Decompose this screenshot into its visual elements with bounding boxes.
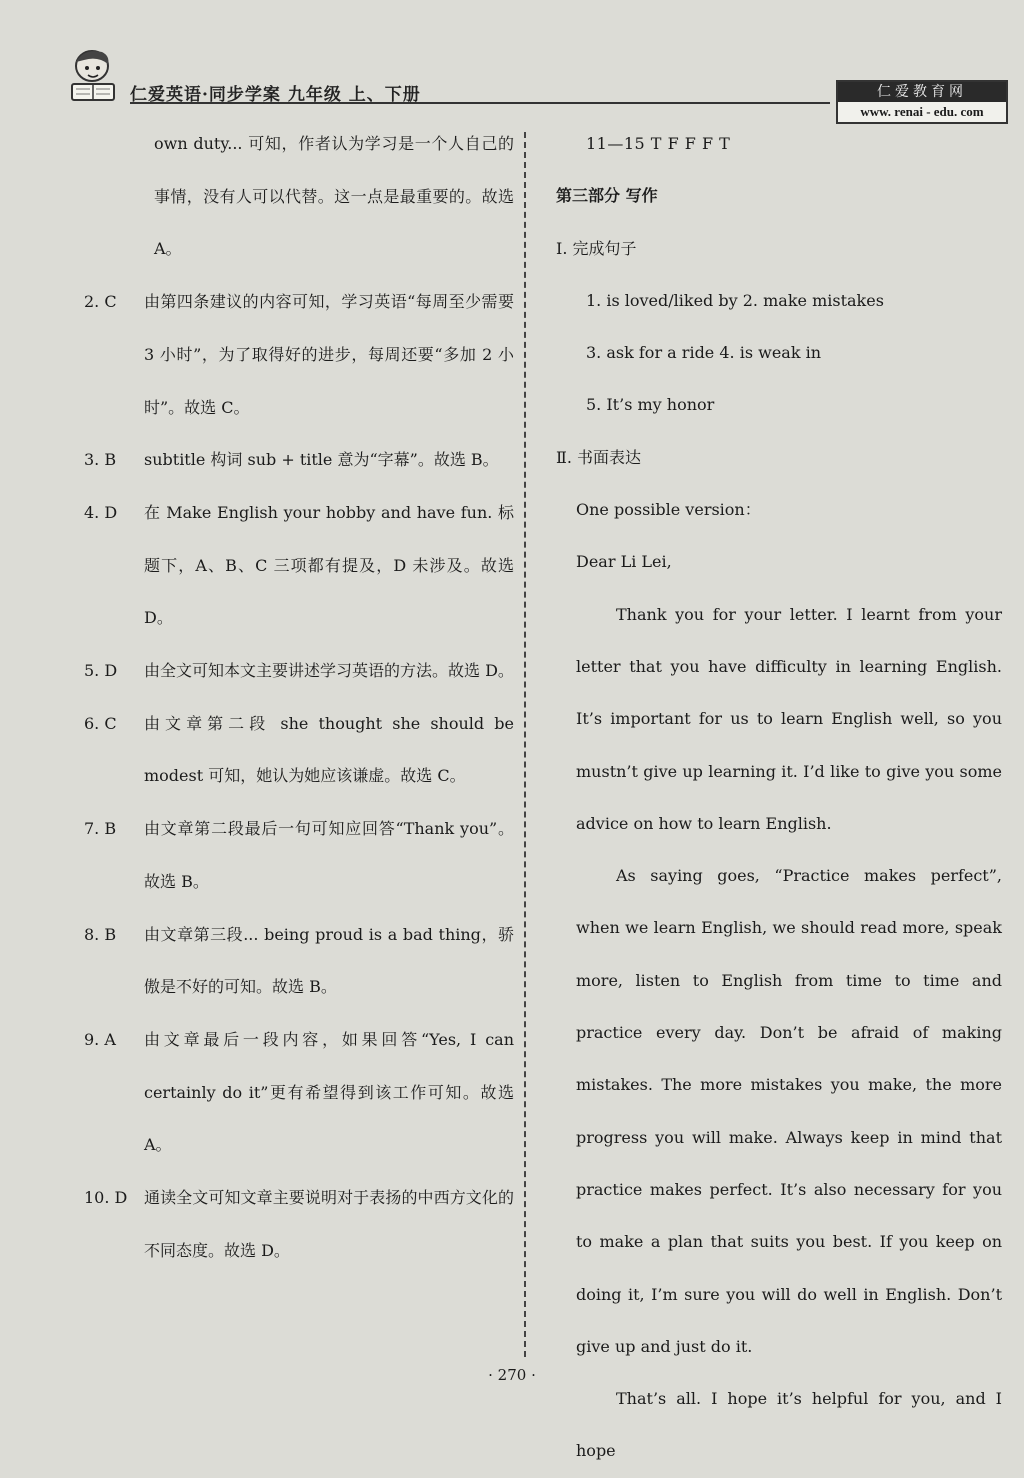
answer-explanation: subtitle 构词 sub + title 意为“字幕”。故选 B。 [144, 450, 499, 470]
part-1-title: Ⅰ. 完成句子 [556, 238, 637, 258]
answer-number: 5. D [84, 661, 118, 681]
answer-1-continuation: own duty... 可知，作者认为学习是一个人自己的事情，没有人可以代替。这一点是最重要的。故选 A。 [154, 134, 514, 259]
page-number: · 270 · [488, 1366, 536, 1384]
sentence-answers-line: 5. It’s my honor [586, 395, 715, 415]
answer-explanation: 由文章最后一段内容，如果回答“Yes, I can certainly do it”更有希望得到该工作可知。故选 A。 [144, 1029, 514, 1155]
column-divider [524, 132, 526, 1357]
answer-number: 6. C [84, 713, 117, 733]
answer-explanation: 由第四条建议的内容可知，学习英语“每周至少需要 3 小时”，为了取得好的进步，每周还要“多加 2 小时”。故选 C。 [144, 292, 514, 417]
answer-number: 3. B [84, 450, 117, 470]
answer-explanation: 在 Make English your hobby and have fun. 标题下，A、B、C 三项都有提及，D 未涉及。故选 D。 [144, 502, 514, 628]
answer-explanation: 由文章第三段... being proud is a bad thing，骄傲是不好的可知。故选 B。 [144, 924, 514, 997]
answer-explanation: 由全文可知本文主要讲述学习英语的方法。故选 D。 [144, 661, 514, 681]
header-rule [130, 102, 830, 104]
answer-item [84, 434, 514, 487]
part-2-title: Ⅱ. 书面表达 [556, 447, 642, 467]
letter-paragraph: Thank you for your letter. I learnt from your letter that you have difficulty in learning English. It’s important for us to learn English well, so you mustn’t give up learning it. I’d like to give you some advice on how to learn English. [576, 604, 1002, 833]
true-false-answers: 11—15 T F F F T [586, 134, 731, 153]
brand-url: www. renai - edu. com [860, 104, 984, 119]
letter-paragraph: That’s all. I hope it’s helpful for you, and I hope [576, 1389, 1002, 1461]
version-label: One possible version： [576, 500, 761, 520]
answer-item [84, 803, 514, 908]
boy-reading-mascot-icon [62, 44, 124, 106]
answer-item [84, 276, 514, 434]
brand-name: 仁爱教育网 [838, 82, 1006, 102]
book-title: 仁爱英语·同步学案 九年级 上、下册 [130, 85, 421, 105]
answer-number: 7. B [84, 819, 117, 839]
left-column [84, 118, 514, 1277]
answer-item [84, 1014, 514, 1172]
answer-number: 2. C [84, 292, 117, 312]
answer-explanation: 由文章第二段最后一句可知应回答“Thank you”。故选 B。 [144, 819, 514, 891]
answer-explanation: 由文章第二段 she thought she should be modest 可知，她认为她应该谦虚。故选 C。 [144, 713, 514, 786]
letter-paragraph: As saying goes, “Practice makes perfect”, when we learn English, we should read more, speak more, listen to English from time to time and practice every day. Don’t be afraid of making mistakes. The more mistakes you make, the more progress you will make. Always keep in mind that practice makes perfect. It’s also necessary for you to make a plan that suits you best. If you keep on doing it, I’m sure you will do well in English. Don’t give up and just do it. [576, 866, 1002, 1356]
sentence-answers-line: 3. ask for a ride 4. is weak in [586, 343, 822, 363]
answer-item [84, 645, 514, 698]
right-column [556, 118, 1002, 1478]
answer-item [84, 1172, 514, 1277]
answer-number: 4. D [84, 502, 118, 522]
answer-number: 9. A [84, 1029, 116, 1049]
answer-item [84, 909, 514, 1014]
letter-salutation: Dear Li Lei, [576, 552, 672, 572]
section-title: 第三部分 写作 [556, 186, 658, 206]
answer-number: 8. B [84, 924, 117, 944]
answer-number: 10. D [84, 1188, 128, 1208]
answer-item [84, 487, 514, 645]
answer-explanation: 通读全文可知文章主要说明对于表扬的中西方文化的不同态度。故选 D。 [144, 1188, 514, 1260]
sentence-answers-line: 1. is loved/liked by 2. make mistakes [586, 290, 884, 310]
answer-item [84, 698, 514, 803]
